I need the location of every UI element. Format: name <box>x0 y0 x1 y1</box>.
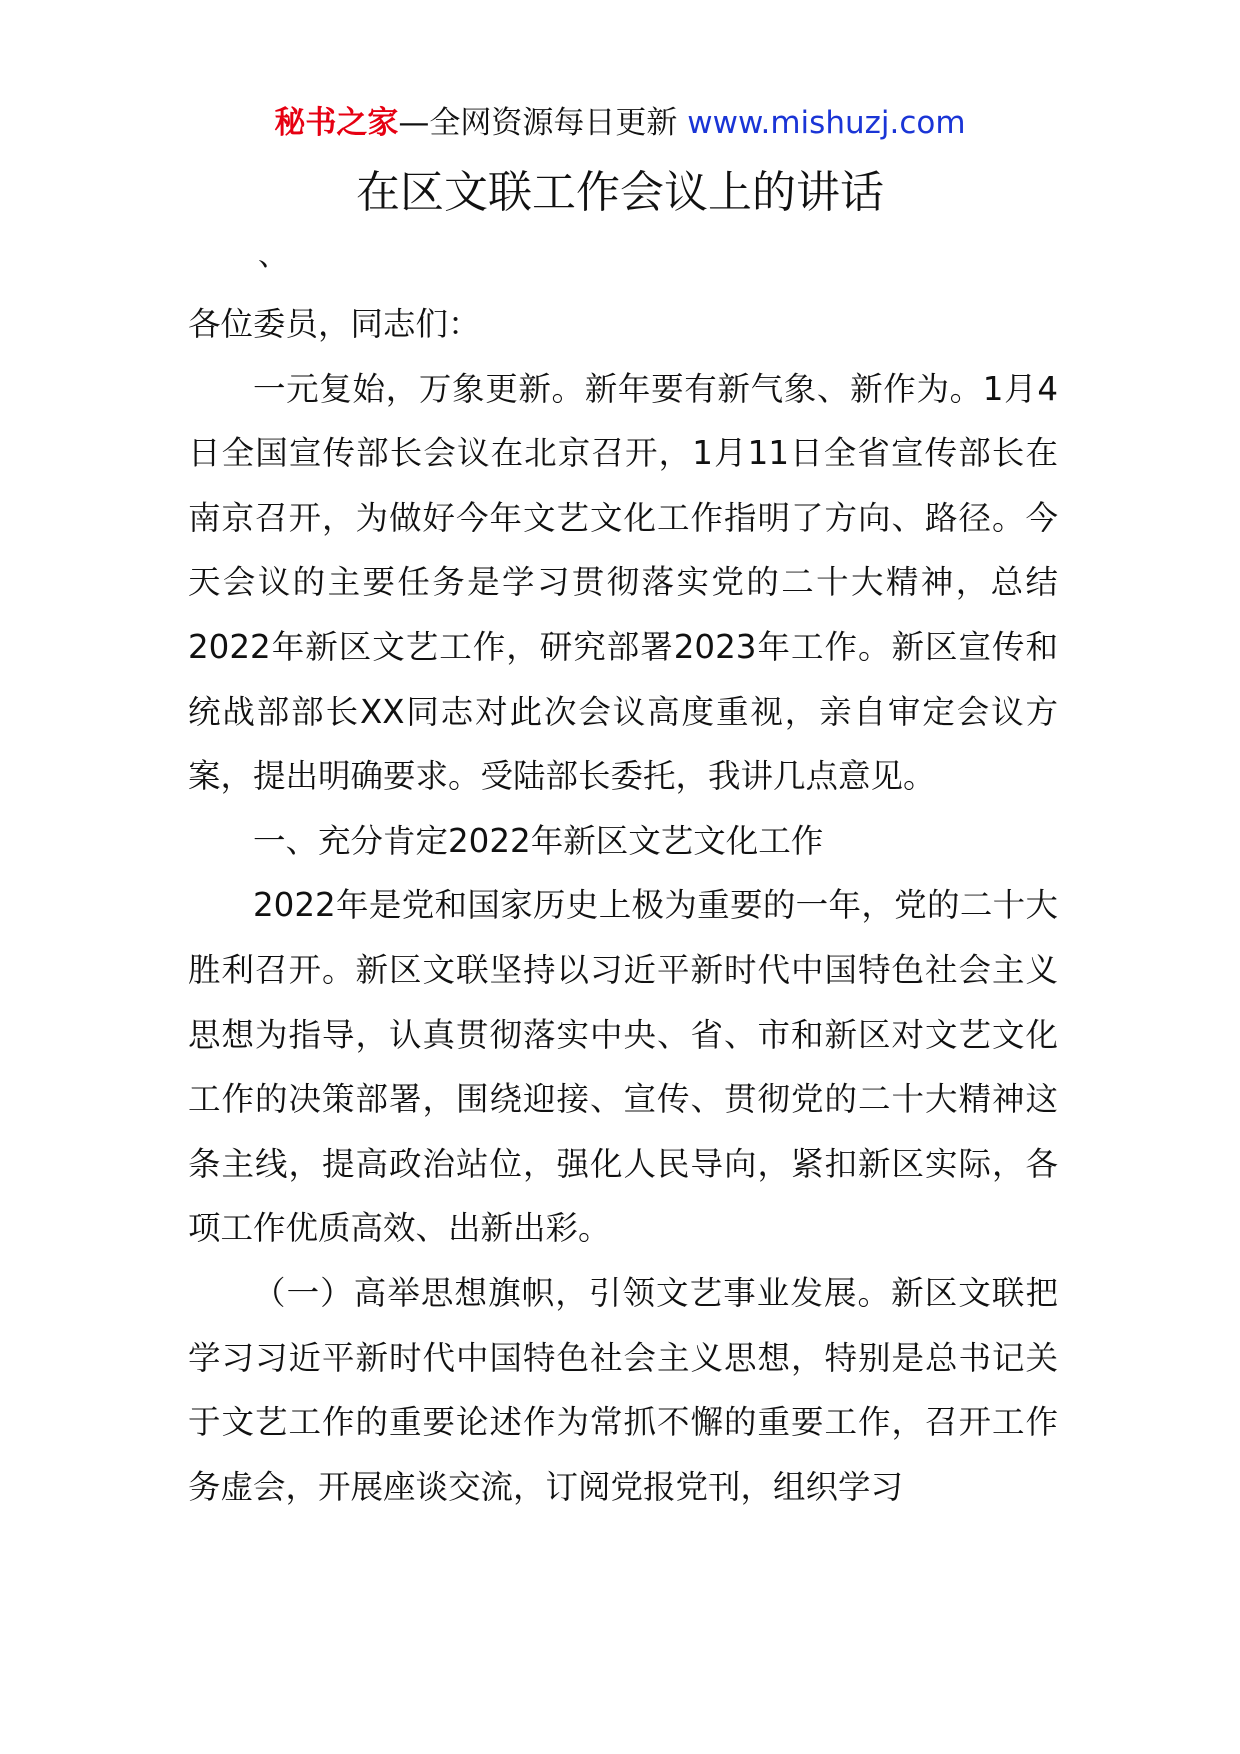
brand-name: 秘书之家 <box>274 105 399 141</box>
stray-mark: 、 <box>258 238 288 273</box>
paragraph-intro: 一元复始，万象更新。新年要有新气象、新作为。1月4日全国宣传部长会议在北京召开，1月11日全省宣传部长在南京召开，为做好今年文艺文化工作指明了方向、路径。今天会议的主要任务是学习贯彻落实党的二十大精神，总结2022年新区文艺工作，研究部署2023年工作。新区宣传和统战部部长XX同志对此次会议高度重视，亲自审定会议方案，提出明确要求。受陆部长委托，我讲几点意见。 <box>188 369 1058 796</box>
document-title: 在区文联工作会议上的讲话 <box>356 167 884 218</box>
paragraph-summary: 2022年是党和国家历史上极为重要的一年，党的二十大胜利召开。新区文联坚持以习近平新时代中国特色社会主义思想为指导，认真贯彻落实中央、省、市和新区对文艺文化工作的决策部署，围绕迎接、宣传、贯彻党的二十大精神这条主线，提高政治站位，强化人民导向，紧扣新区实际，各项工作优质高效、出新出彩。 <box>188 886 1058 1248</box>
site-url-link[interactable]: www.mishuzj.com <box>687 105 966 141</box>
paragraph-subsection: （一）高举思想旗帜，引领文艺事业发展。新区文联把学习习近平新时代中国特色社会主义思想，特别是总书记关于文艺工作的重要论述作为常抓不懈的重要工作，召开工作务虚会，开展座谈交流，订阅党报党刊，组织学习 <box>188 1273 1058 1506</box>
site-header <box>0 100 1240 146</box>
salutation: 各位委员，同志们： <box>188 305 481 343</box>
header-tagline: —全网资源每日更新 <box>398 105 678 141</box>
document-body <box>188 292 1058 1519</box>
section-heading: 一、充分肯定2022年新区文艺文化工作 <box>253 821 824 860</box>
